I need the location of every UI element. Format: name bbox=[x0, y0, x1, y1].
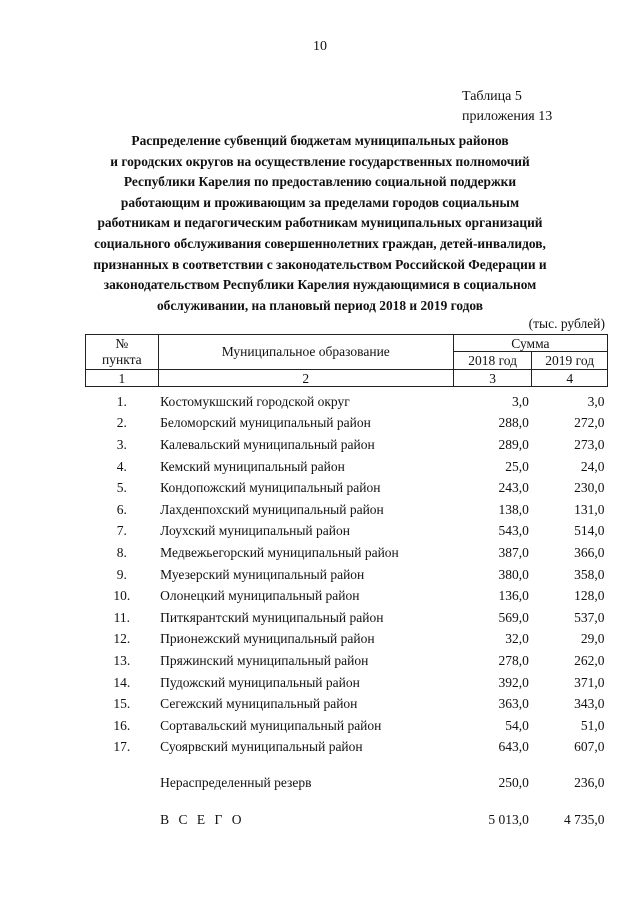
row-municipality: Медвежьегорский муниципальный район bbox=[160, 544, 399, 560]
header-row bbox=[86, 335, 608, 352]
row-municipality: Калевальский муниципальный район bbox=[160, 436, 375, 452]
table-row bbox=[86, 542, 608, 564]
header-year-2018: 2018 год bbox=[453, 352, 532, 370]
header-number bbox=[86, 335, 159, 370]
row-value-2018: 25,0 bbox=[505, 458, 529, 474]
title-line: признанных в соответствии с законодательством Российской Федерации и bbox=[93, 256, 547, 272]
row-number: 11. bbox=[113, 609, 131, 625]
row-value-2019: 514,0 bbox=[574, 523, 605, 539]
row-value-2019: 3,0 bbox=[587, 393, 605, 409]
table-row bbox=[86, 456, 608, 478]
row-municipality: Сегежский муниципальный район bbox=[160, 696, 358, 712]
header-index: 4 bbox=[532, 370, 608, 387]
row-value-2018: 32,0 bbox=[505, 631, 529, 647]
row-value-2018: 363,0 bbox=[498, 696, 529, 712]
row-number: 3. bbox=[116, 436, 127, 452]
row-municipality: Олонецкий муниципальный район bbox=[160, 588, 360, 604]
subsidy-table bbox=[85, 334, 608, 831]
table-row bbox=[86, 521, 608, 543]
total-value-2019: 4 735,0 bbox=[564, 812, 605, 828]
row-number: 1. bbox=[116, 393, 127, 409]
row-number: 5. bbox=[116, 480, 127, 496]
row-value-2018: 380,0 bbox=[498, 566, 529, 582]
row-value-2019: 371,0 bbox=[574, 674, 605, 690]
table-row bbox=[86, 672, 608, 694]
row-value-2018: 387,0 bbox=[498, 544, 529, 560]
header-index: 1 bbox=[86, 370, 159, 387]
row-municipality: Муезерский муниципальный район bbox=[160, 566, 365, 582]
document-title bbox=[84, 131, 556, 316]
row-value-2018: 543,0 bbox=[498, 523, 529, 539]
table-row bbox=[86, 434, 608, 456]
row-municipality: Пудожский муниципальный район bbox=[160, 674, 360, 690]
row-value-2018: 289,0 bbox=[498, 436, 529, 452]
row-value-2019: 272,0 bbox=[574, 415, 605, 431]
row-number: 6. bbox=[116, 501, 127, 517]
row-municipality: Суоярвский муниципальный район bbox=[160, 739, 363, 755]
header-sum: Сумма bbox=[453, 335, 607, 352]
row-number: 9. bbox=[116, 566, 127, 582]
title-line: Распределение субвенций бюджетам муниципальных районов bbox=[131, 133, 509, 148]
table-row bbox=[86, 737, 608, 759]
row-number: 15. bbox=[113, 696, 131, 712]
row-value-2019: 607,0 bbox=[574, 739, 605, 755]
title-line: работникам и педагогическим работникам муниципальных организаций bbox=[97, 215, 543, 231]
title-line: обслуживании, на плановый период 2018 и 2019 годов bbox=[156, 297, 484, 313]
row-value-2019: 51,0 bbox=[580, 717, 605, 733]
row-value-2018: 392,0 bbox=[498, 674, 529, 690]
header-municipality: Муниципальное образование bbox=[158, 335, 453, 370]
reserve-label: Нераспределенный резерв bbox=[160, 774, 312, 790]
header-number-line1: № bbox=[115, 336, 129, 351]
row-value-2019: 230,0 bbox=[574, 480, 605, 496]
table-row bbox=[86, 715, 608, 737]
row-number: 2. bbox=[116, 415, 127, 431]
header-index-row bbox=[86, 370, 608, 387]
table-row bbox=[86, 607, 608, 629]
header-number-line2: пункта bbox=[102, 352, 142, 367]
row-number: 14. bbox=[113, 674, 131, 690]
table-ref-line: приложения 13 bbox=[462, 109, 553, 124]
row-municipality: Лоухский муниципальный район bbox=[160, 523, 350, 539]
table-row bbox=[86, 564, 608, 586]
header-index: 3 bbox=[453, 370, 532, 387]
row-value-2019: 128,0 bbox=[574, 588, 605, 604]
row-value-2018: 3,0 bbox=[512, 393, 529, 409]
row-value-2018: 54,0 bbox=[505, 717, 529, 733]
row-value-2018: 569,0 bbox=[498, 609, 529, 625]
total-label: В С Е Г О bbox=[160, 812, 245, 828]
title-line: законодательством Республики Карелия нуждающимися в социальном bbox=[103, 277, 537, 293]
reserve-value-2018: 250,0 bbox=[498, 774, 529, 790]
row-value-2018: 138,0 bbox=[498, 501, 529, 517]
reserve-value-2019: 236,0 bbox=[574, 774, 605, 790]
row-municipality: Сортавальский муниципальный район bbox=[160, 717, 382, 733]
row-value-2018: 243,0 bbox=[498, 480, 529, 496]
title-line: работающим и проживающим за пределами городов социальным bbox=[120, 194, 520, 210]
row-value-2019: 262,0 bbox=[574, 652, 605, 668]
table-row bbox=[86, 693, 608, 715]
row-municipality: Костомукшский городской округ bbox=[160, 393, 350, 409]
row-value-2019: 273,0 bbox=[574, 436, 605, 452]
title-line: социального обслуживания совершеннолетних граждан, детей-инвалидов, bbox=[94, 235, 546, 251]
table-reference bbox=[462, 87, 552, 127]
reserve-row bbox=[86, 772, 608, 794]
row-value-2019: 537,0 bbox=[574, 609, 605, 625]
spacer-row bbox=[86, 794, 608, 810]
spacer-row bbox=[86, 758, 608, 772]
row-value-2018: 288,0 bbox=[498, 415, 529, 431]
row-municipality: Кондопожский муниципальный район bbox=[160, 480, 381, 496]
table-row bbox=[86, 387, 608, 413]
row-value-2018: 643,0 bbox=[498, 739, 529, 755]
table-header bbox=[86, 335, 608, 387]
row-municipality: Лахденпохский муниципальный район bbox=[160, 501, 384, 517]
row-value-2019: 131,0 bbox=[574, 501, 605, 517]
row-value-2018: 278,0 bbox=[498, 652, 529, 668]
row-value-2019: 358,0 bbox=[574, 566, 605, 582]
row-number: 7. bbox=[116, 523, 127, 539]
table-row bbox=[86, 477, 608, 499]
table-row bbox=[86, 499, 608, 521]
table-row bbox=[86, 413, 608, 435]
row-number: 17. bbox=[113, 739, 131, 755]
table-body bbox=[86, 387, 608, 832]
table-ref-line: Таблица 5 bbox=[462, 89, 522, 104]
row-number: 8. bbox=[116, 544, 127, 560]
total-row bbox=[86, 810, 608, 832]
header-year-2019: 2019 год bbox=[532, 352, 608, 370]
row-number: 10. bbox=[113, 588, 131, 604]
row-municipality: Кемский муниципальный район bbox=[160, 458, 345, 474]
row-number: 13. bbox=[113, 652, 131, 668]
row-number: 4. bbox=[116, 458, 127, 474]
table-row bbox=[86, 629, 608, 651]
row-value-2019: 366,0 bbox=[574, 544, 605, 560]
total-value-2018: 5 013,0 bbox=[488, 812, 529, 828]
row-municipality: Питкярантский муниципальный район bbox=[160, 609, 384, 625]
row-municipality: Пряжинский муниципальный район bbox=[160, 652, 369, 668]
header-index: 2 bbox=[158, 370, 453, 387]
row-value-2019: 29,0 bbox=[580, 631, 605, 647]
title-line: Республики Карелия по предоставлению социальной поддержки bbox=[123, 174, 517, 190]
units-label: (тыс. рублей) bbox=[528, 316, 605, 331]
row-municipality: Прионежский муниципальный район bbox=[160, 631, 375, 647]
title-line: и городских округов на осуществление государственных полномочий bbox=[110, 153, 530, 169]
row-value-2019: 24,0 bbox=[580, 458, 605, 474]
table-row bbox=[86, 585, 608, 607]
page-number: 10 bbox=[313, 39, 327, 54]
row-number: 16. bbox=[113, 717, 131, 733]
row-number: 12. bbox=[113, 631, 131, 647]
row-value-2019: 343,0 bbox=[574, 696, 605, 712]
row-value-2018: 136,0 bbox=[498, 588, 529, 604]
row-municipality: Беломорский муниципальный район bbox=[160, 415, 371, 431]
table-row bbox=[86, 650, 608, 672]
